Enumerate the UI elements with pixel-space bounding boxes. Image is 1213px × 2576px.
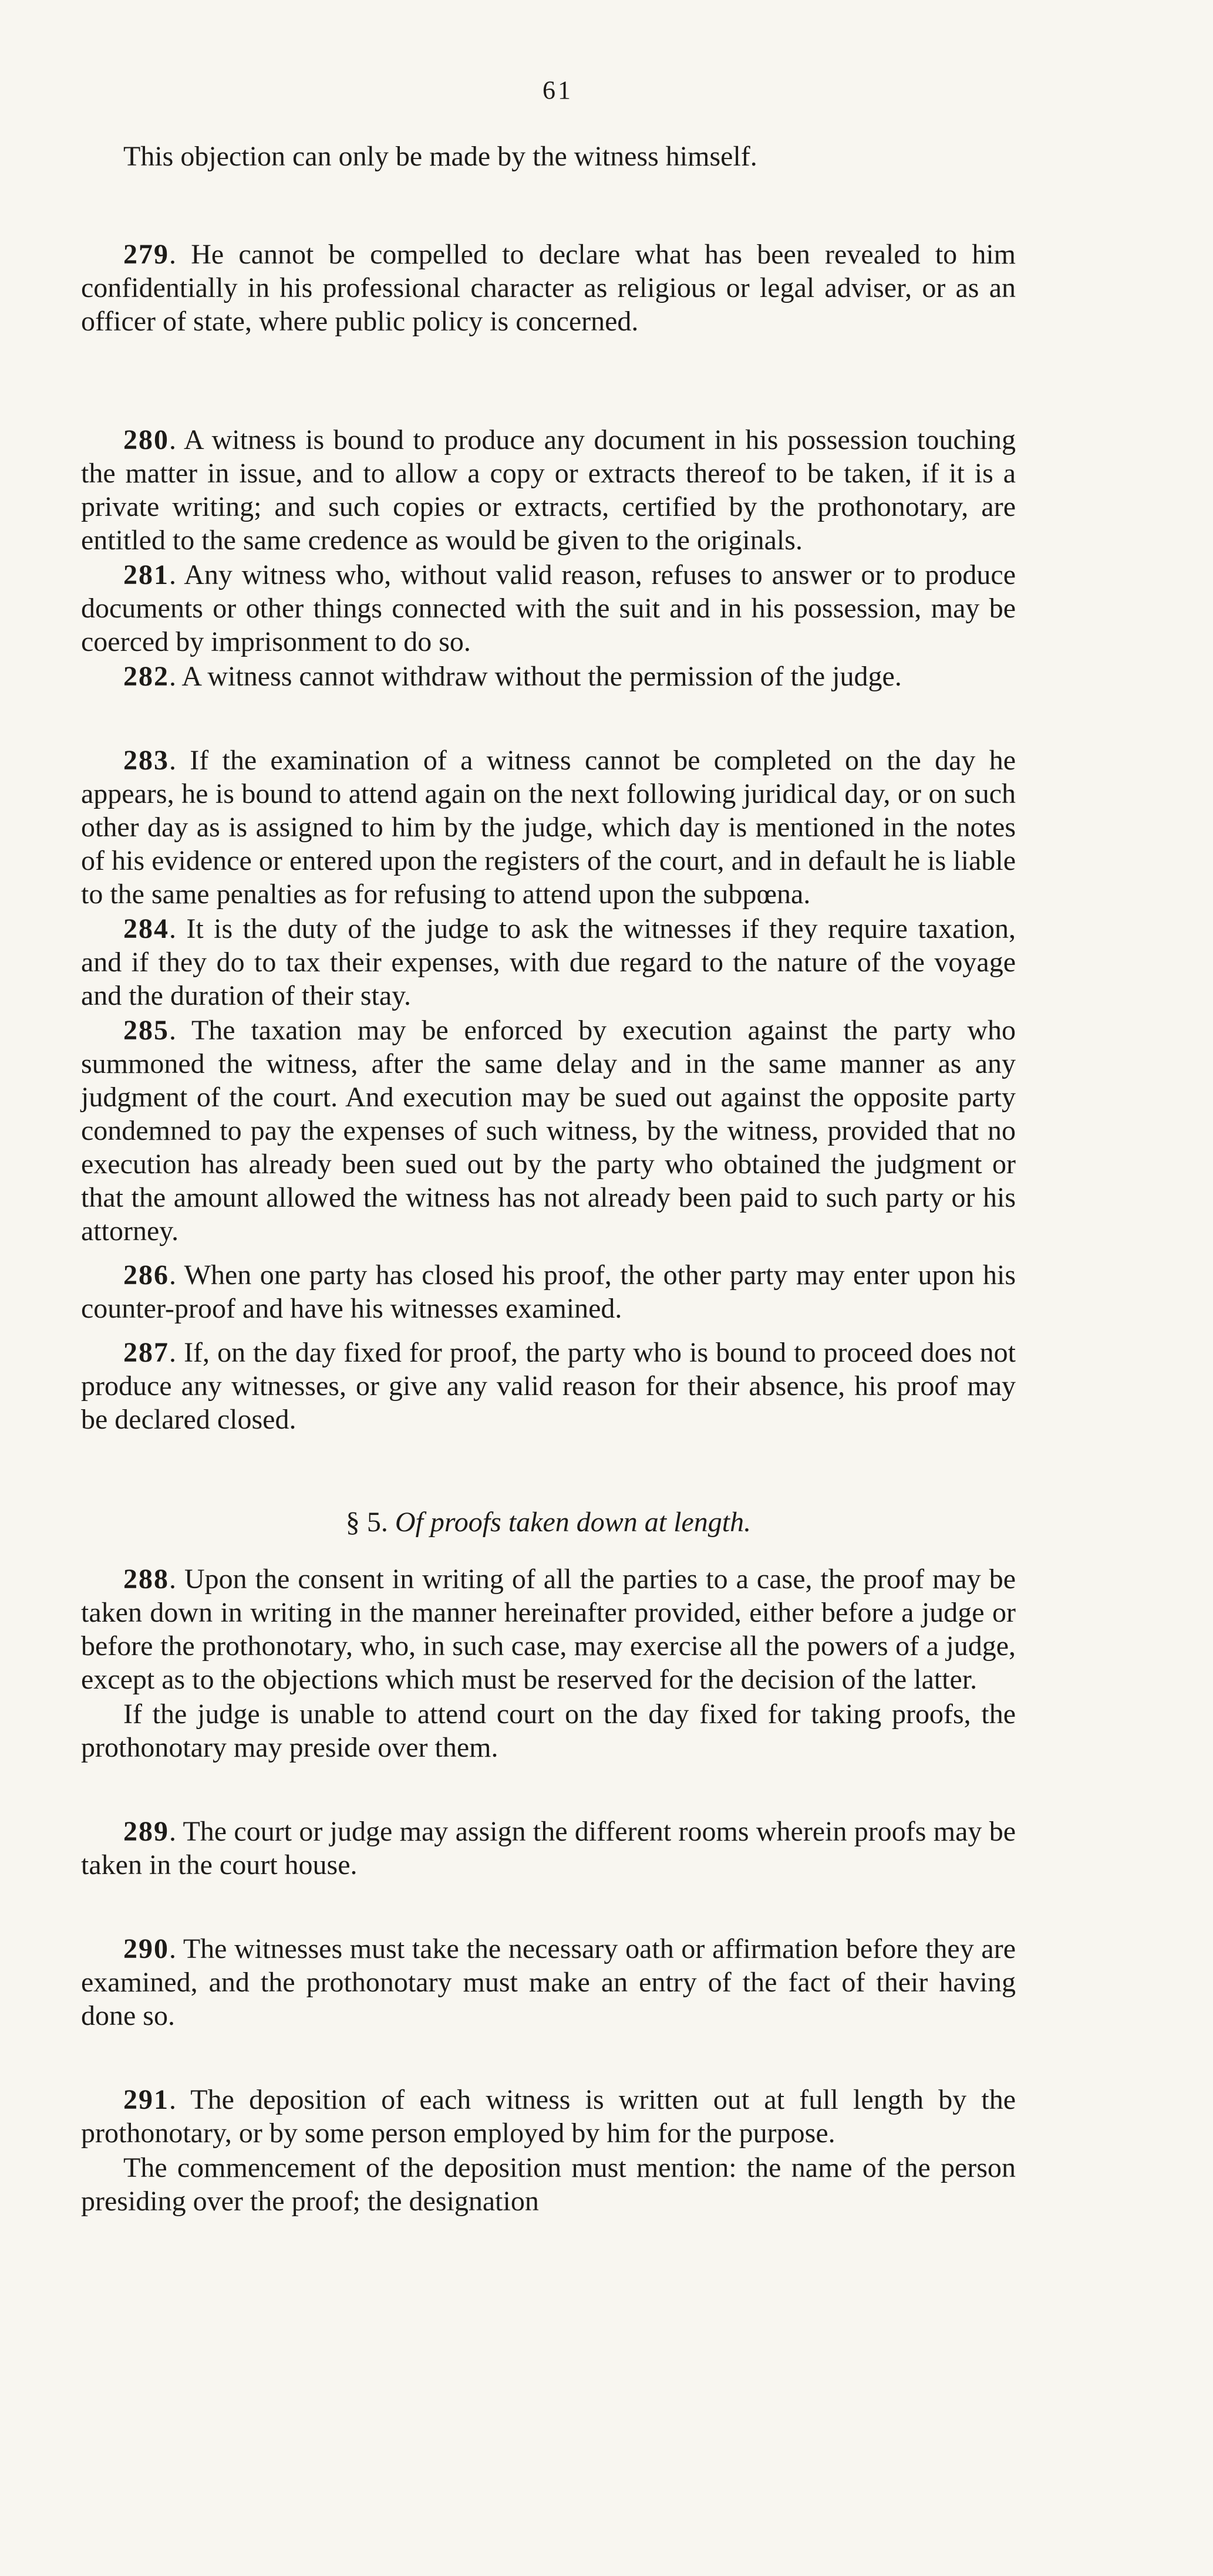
paragraph-intro [81, 140, 1016, 173]
article-290 [81, 1932, 1016, 2033]
article-number: 283 [123, 745, 169, 776]
article-text: . It is the duty of the judge to ask the witnesses if they require taxation, and if they do to tax their expenses, with due regard to the nature of the voyage and the duration of their stay. [81, 913, 1016, 1011]
article-291 [81, 2083, 1016, 2150]
article-287 [81, 1336, 1016, 1436]
section-prefix: § 5. [345, 1507, 388, 1538]
article-number: 287 [123, 1337, 169, 1368]
paragraph-text: This objection can only be made by the witness himself. [123, 141, 757, 172]
article-text: . A witness cannot withdraw without the permission of the judge. [169, 661, 902, 692]
article-text: . The court or judge may assign the different rooms wherein proofs may be taken in the court house. [81, 1816, 1016, 1880]
article-number: 291 [123, 2084, 169, 2115]
article-number: 286 [123, 1260, 169, 1291]
section-heading [81, 1505, 1016, 1539]
article-281 [81, 558, 1016, 659]
article-number: 281 [123, 559, 169, 590]
section-title: Of proofs taken down at length. [395, 1507, 752, 1538]
article-text: . The deposition of each witness is written out at full length by the prothonotary, or by some person employed by him for the purpose. [81, 2084, 1016, 2149]
article-text: . The witnesses must take the necessary oath or affirmation before they are examined, and the prothonotary must make an entry of the fact of their having done so. [81, 1933, 1016, 2031]
article-288 [81, 1562, 1016, 1696]
article-282 [81, 660, 1016, 693]
article-284 [81, 912, 1016, 1012]
article-text: . He cannot be compelled to declare what has been revealed to him confidentially in his professional character as religious or legal adviser, or as an officer of state, where public policy is concerned. [81, 239, 1016, 337]
paragraph-text: If the judge is unable to attend court on the day fixed for taking proofs, the prothonotary may preside over them. [81, 1699, 1016, 1763]
article-291-continued [81, 2151, 1016, 2218]
article-number: 280 [123, 424, 169, 455]
article-285 [81, 1014, 1016, 1248]
article-text: . The taxation may be enforced by execution against the party who summoned the witness, after the same delay and in the same manner as any judgment of the court. And execution may be sued out against the opposite party condemned to pay the expenses of such witness, by the witness, provided that no execution has already been sued out by the party who obtained the judgment or that the amount allowed the witness has not already been paid to such party or his attorney. [81, 1015, 1016, 1247]
article-number: 285 [123, 1015, 169, 1046]
article-number: 288 [123, 1564, 169, 1595]
article-text: . Any witness who, without valid reason, refuses to answer or to produce documents or other things connected with the suit and in his possession, may be coerced by imprisonment to do so. [81, 559, 1016, 657]
paragraph-text: The commencement of the deposition must mention: the name of the person presiding over the proof; the designation [81, 2152, 1016, 2217]
article-text: . If, on the day fixed for proof, the party who is bound to proceed does not produce any witnesses, or give any valid reason for their absence, his proof may be declared closed. [81, 1337, 1016, 1435]
article-279 [81, 238, 1016, 338]
article-289 [81, 1815, 1016, 1882]
article-number: 290 [123, 1933, 169, 1964]
article-283 [81, 744, 1016, 911]
article-number: 279 [123, 239, 169, 270]
article-text: . When one party has closed his proof, the other party may enter upon his counter-proof and have his witnesses examined. [81, 1260, 1016, 1324]
article-280 [81, 423, 1016, 557]
article-text: . A witness is bound to produce any document in his possession touching the matter in issue, and to allow a copy or extracts thereof to be taken, if it is a private writing; and such copies or extracts, certified by the prothonotary, are entitled to the same credence as would be given to the originals. [81, 424, 1016, 556]
article-number: 284 [123, 913, 169, 944]
article-number: 289 [123, 1816, 169, 1847]
article-286 [81, 1258, 1016, 1325]
article-number: 282 [123, 661, 169, 692]
article-288-continued [81, 1697, 1016, 1764]
article-text: . If the examination of a witness cannot be completed on the day he appears, he is bound to attend again on the next following juridical day, or on such other day as is assigned to him by the judge, which day is mentioned in the notes of his evidence or entered upon the registers of the court, and in default he is liable to the same penalties as for refusing to attend upon the subpœna. [81, 745, 1016, 910]
page-body [81, 140, 1016, 2218]
article-text: . Upon the consent in writing of all the parties to a case, the proof may be taken down in writing in the manner hereinafter provided, either before a judge or before the prothonotary, who, in such case, may exercise all the powers of a judge, except as to the objections which must be reserved for the decision of the latter. [81, 1564, 1016, 1695]
page-number: 61 [543, 76, 573, 104]
